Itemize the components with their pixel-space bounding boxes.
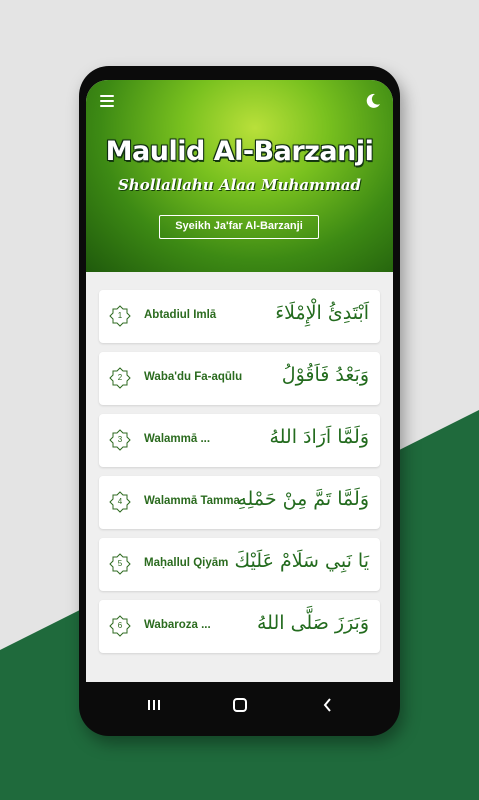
- chapter-number-badge: [109, 429, 131, 451]
- chapter-arabic-title: وَبَعْدُ فَاَقُوْلُ: [281, 364, 369, 386]
- chapter-number-badge: [109, 491, 131, 513]
- phone-frame: [79, 66, 400, 736]
- chapter-item[interactable]: [99, 476, 380, 529]
- chapter-arabic-title: وَلَمَّا اَرَادَ اللهُ: [269, 426, 369, 448]
- chapter-item[interactable]: [99, 290, 380, 343]
- chapter-number-badge: [109, 615, 131, 637]
- author-button[interactable]: Syeikh Ja'far Al-Barzanji: [159, 215, 319, 239]
- app-screen: [86, 80, 393, 682]
- chapter-number: 1: [117, 311, 123, 320]
- chapter-arabic-title: يَا نَبِي سَلَامْ عَلَيْكَ: [234, 550, 369, 572]
- chapter-number: 2: [117, 373, 123, 382]
- hamburger-menu-icon[interactable]: [100, 95, 114, 107]
- chapter-arabic-title: اَبْتَدِئُ الْإِمْلَاءَ: [275, 302, 369, 324]
- chapter-latin-title: Maḥallul Qiyām: [144, 557, 229, 569]
- chapter-latin-title: Waba'du Fa-aqūlu: [144, 371, 243, 383]
- app-subtitle: Shollallahu Alaa Muhammad: [117, 176, 362, 194]
- chapter-number: 6: [117, 621, 123, 630]
- chapter-arabic-title: وَبَرَزَ صَلَّى اللهُ: [256, 612, 369, 634]
- chapter-number: 4: [117, 497, 123, 506]
- recent-apps-icon[interactable]: [145, 696, 163, 714]
- chapter-latin-title: Wabaroza ...: [144, 619, 211, 631]
- chapter-number-badge: [109, 553, 131, 575]
- chapter-number: 5: [117, 559, 123, 568]
- chapter-item[interactable]: [99, 414, 380, 467]
- home-icon[interactable]: [231, 696, 249, 714]
- chapter-item[interactable]: [99, 352, 380, 405]
- chapter-item[interactable]: [99, 538, 380, 591]
- chapter-number: 3: [117, 435, 123, 444]
- chapter-list: [99, 290, 380, 662]
- chapter-latin-title: Abtadiul Imlā: [144, 309, 217, 321]
- chapter-arabic-title: وَلَمَّا تَمَّ مِنْ حَمْلِهِ: [237, 488, 369, 510]
- crescent-moon-icon[interactable]: [365, 93, 381, 109]
- chapter-number-badge: [109, 305, 131, 327]
- system-nav-bar: [79, 686, 400, 726]
- chapter-latin-title: Walammā Tamma: [144, 495, 240, 507]
- back-icon[interactable]: [319, 696, 337, 714]
- chapter-number-badge: [109, 367, 131, 389]
- chapter-item[interactable]: [99, 600, 380, 653]
- app-header: [86, 80, 393, 272]
- chapter-latin-title: Walammā ...: [144, 433, 211, 445]
- app-title: Maulid Al-Barzanji: [105, 136, 374, 167]
